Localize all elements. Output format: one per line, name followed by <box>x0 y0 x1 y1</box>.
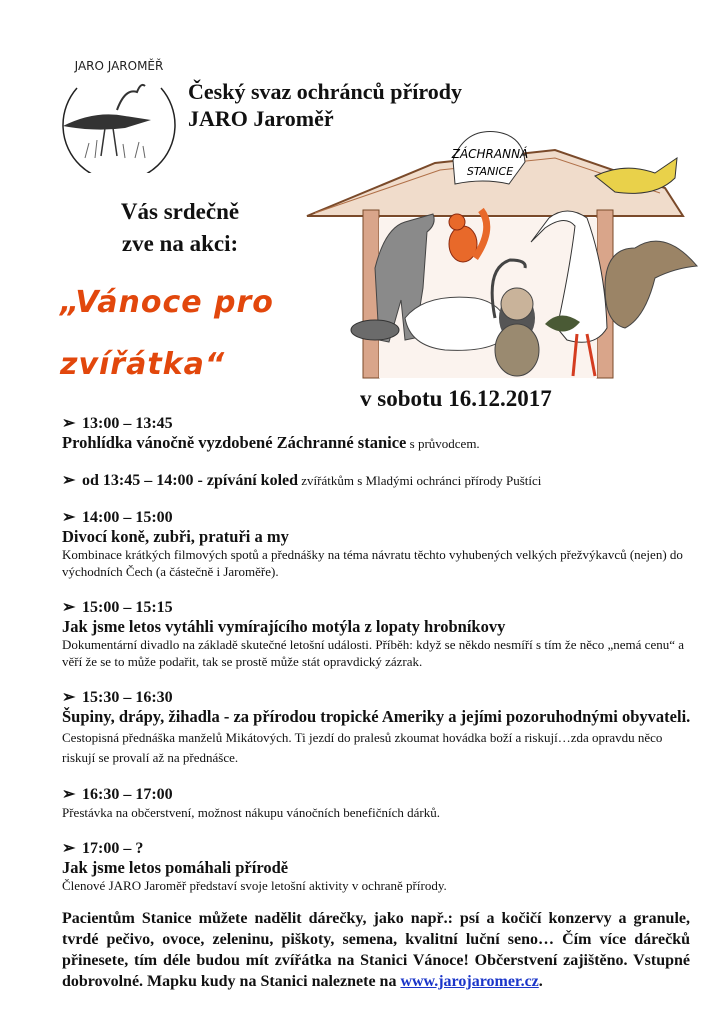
arrow-bullet-icon: ➢ <box>62 599 76 616</box>
rescue-station-illustration <box>305 118 710 380</box>
item-title: Jak jsme letos pomáhali přírodě <box>62 858 289 877</box>
time-text: 16:30 – 17:00 <box>82 786 173 803</box>
logo-text: JARO JAROMĚŘ <box>74 59 164 73</box>
station-sign-line-1: ZÁCHRANNÁ <box>451 147 529 161</box>
org-line-2: JARO Jaroměř <box>188 106 334 131</box>
schedule-time <box>62 471 692 490</box>
schedule-time <box>62 508 692 527</box>
arrow-bullet-icon: ➢ <box>62 689 76 706</box>
time-text: od 13:45 – 14:00 - <box>82 472 207 489</box>
event-date: v sobotu 16.12.2017 <box>360 386 552 411</box>
schedule-item <box>62 508 692 580</box>
time-text: 14:00 – 15:00 <box>82 509 173 526</box>
arrow-bullet-icon: ➢ <box>62 840 76 857</box>
item-title-suffix: s průvodcem. <box>406 436 480 451</box>
schedule-item <box>62 598 692 670</box>
item-title: Jak jsme letos vytáhli vymírajícího motýla z lopaty hrobníkovy <box>62 617 506 636</box>
item-description: Členové JARO Jaroměř představí svoje letošní aktivity v ochraně přírody. <box>62 878 447 893</box>
item-description: Dokumentární divadlo na základě skutečné letošní události. Příběh: když se někdo nesmíří s tím že něco „nemá cenu“ a věří že se to může podařit, tak se prostě může stát opravdický zázrak. <box>62 637 685 669</box>
schedule-item <box>62 785 692 821</box>
arrow-bullet-icon: ➢ <box>62 472 76 489</box>
footer-text: Pacientům Stanice můžete nadělit dárečky, jako např.: psí a kočičí konzervy a granule, tvrdé pečivo, ovoce, zeleninu, piškoty, semena, kvalitní luční seno… Čím více dárečků přinesete, tím déle budou mít zvířátka na Stanici Vánoce! Občerstvení zajištěno. Vstupné dobrovolné. Mapku kudy na Stanici naleznete na <box>62 910 690 990</box>
time-text: 15:30 – 16:30 <box>82 689 173 706</box>
item-title: Šupiny, drápy, žihadla - za přírodou tropické Ameriky a jejími pozoruhodnými obyvateli. <box>62 707 691 726</box>
station-sign-line-2: STANICE <box>466 165 514 178</box>
footer-note <box>62 908 690 992</box>
schedule-time <box>62 414 692 433</box>
arrow-bullet-icon: ➢ <box>62 786 76 803</box>
invitation-text <box>80 196 280 260</box>
schedule-item <box>62 414 692 453</box>
arrow-bullet-icon: ➢ <box>62 509 76 526</box>
schedule-item <box>62 839 692 894</box>
event-title-line-2: zvířátka“ <box>60 347 226 382</box>
item-description: Přestávka na občerstvení, možnost nákupu vánočních benefičních dárků. <box>62 805 440 820</box>
item-title: zpívání koled <box>206 472 299 489</box>
schedule-time <box>62 839 692 858</box>
schedule-item <box>62 471 692 490</box>
item-description: Cestopisná přednáška manželů Mikátových. Ti jezdí do pralesů zkoumat hovádka boží a riskují…zda opravdu něco riskují se provalí až na přednášce. <box>62 730 663 765</box>
footer-end: . <box>538 973 543 990</box>
schedule-time <box>62 688 692 707</box>
invite-line-2: zve na akci: <box>121 231 239 256</box>
item-description: Kombinace krátkých filmových spotů a přednášky na téma návratu těchto vyhubených velkých přežvýkavců (nejen) do východních Čech (a částečně i Jaroměře). <box>62 547 683 579</box>
time-text: 15:00 – 15:15 <box>82 599 173 616</box>
org-line-1: Český svaz ochránců přírody <box>188 79 462 104</box>
schedule <box>62 414 692 912</box>
time-text: 13:00 – 13:45 <box>82 415 173 432</box>
item-title: Divocí koně, zubři, pratuři a my <box>62 527 289 546</box>
arrow-bullet-icon: ➢ <box>62 415 76 432</box>
time-text: 17:00 – ? <box>82 840 144 857</box>
website-link[interactable]: www.jarojaromer.cz <box>400 973 539 990</box>
item-title: Prohlídka vánočně vyzdobené Záchranné stanice <box>62 433 407 452</box>
jaro-logo <box>55 48 183 173</box>
event-title-line-1: „Vánoce pro <box>60 285 274 320</box>
event-title <box>60 272 274 396</box>
schedule-time <box>62 785 692 804</box>
schedule-item <box>62 688 692 767</box>
schedule-time <box>62 598 692 617</box>
invite-line-1: Vás srdečně <box>120 199 240 224</box>
item-title-suffix: zvířátkům s Mladými ochránci přírody Puštíci <box>298 473 542 488</box>
